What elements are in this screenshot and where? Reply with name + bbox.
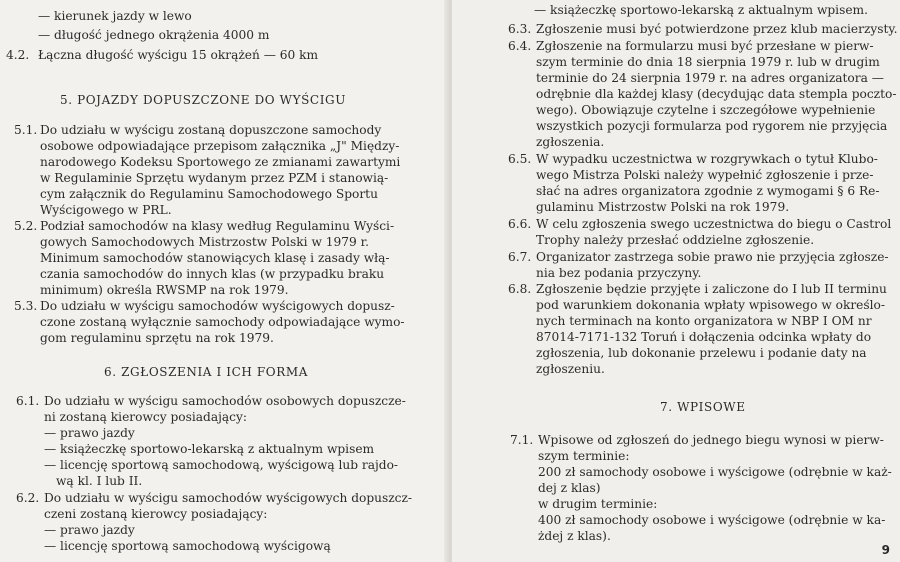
- text-line: Minimum samochodów stanowiących klasę i zasady włą-: [40, 251, 390, 265]
- text-line: czania samochodów do innych klas (w przypadku braku: [40, 267, 385, 281]
- text-line: Trophy należy przesłać oddzielne zgłoszenie.: [536, 233, 815, 247]
- text-line: szym terminie do dnia 18 sierpnia 1979 r. lub w drugim: [536, 55, 880, 69]
- text-line: W celu zgłoszenia swego uczestnictwa do biegu o Castrol: [536, 217, 892, 231]
- text-line: minimum) określa RWSMP na rok 1979.: [40, 283, 289, 297]
- text-line: nia bez podania przyczyny.: [536, 266, 702, 280]
- item-number: 5.3.: [14, 299, 38, 313]
- section-heading: 6. ZGŁOSZENIA I ICH FORMA: [104, 365, 308, 379]
- text-line: terminie do 24 sierpnia 1979 r. na adres organizatora —: [536, 71, 884, 85]
- text-line: — długość jednego okrążenia 4000 m: [38, 28, 270, 42]
- text-line: gom regulaminu sprzętu na rok 1979.: [40, 331, 274, 345]
- text-line: wszystkich pozycji formularza pod rygorem nie przyjęcia: [536, 119, 888, 133]
- text-line: Do udziału w wyścigu zostaną dopuszczone samochody: [40, 123, 382, 137]
- item-number: 5.1.: [14, 123, 38, 137]
- text-line: — licencję sportową samochodową, wyścigową lub rajdo-: [44, 458, 399, 472]
- text-line: w Regulaminie Sprzętu wydanym przez PZM i stanowią-: [40, 171, 389, 185]
- text-line: czeni zostaną kierowcy posiadający:: [44, 507, 268, 521]
- text-line: Do udziału w wyścigu samochodów wyścigowych dopuszcz-: [44, 491, 413, 505]
- text-line: — prawo jazdy: [44, 523, 135, 537]
- text-line: czone zostaną wyłącznie samochody odpowiadające wymo-: [40, 315, 405, 329]
- text-line: dej z klas): [538, 481, 601, 495]
- text-line: Zgłoszenie na formularzu musi być przesłane w pierw-: [536, 39, 874, 53]
- text-line: żdej z klas).: [538, 529, 611, 543]
- text-line: — kierunek jazdy w lewo: [38, 9, 192, 23]
- item-number: 6.5.: [508, 152, 532, 166]
- text-line: — licencję sportową samochodową wyścigową: [44, 539, 331, 553]
- right-page: [452, 0, 900, 562]
- text-line: Łączna długość wyścigu 15 okrążeń — 60 km: [38, 48, 319, 62]
- text-line: Wpisowe od zgłoszeń do jednego biegu wynosi w pierw-: [538, 433, 884, 447]
- text-line: słać na adres organizatora zgodnie z wymogami § 6 Re-: [536, 184, 880, 198]
- text-line: zgłoszeniu.: [536, 362, 605, 376]
- text-line: zgłoszenia, lub dokonanie przelewu i podanie daty na: [536, 346, 867, 360]
- left-page: [0, 0, 448, 562]
- text-line: pod warunkiem dokonania wpłaty wpisowego w określo-: [536, 298, 885, 312]
- text-line: gowych Samochodowych Mistrzostw Polski w 1979 r.: [40, 235, 370, 249]
- text-line: Podział samochodów na klasy według Regulaminu Wyści-: [40, 219, 395, 233]
- text-line: — książeczkę sportowo-lekarską z aktualnym wpisem.: [534, 3, 868, 17]
- section-heading: 7. WPISOWE: [660, 400, 746, 414]
- page-number: 9: [881, 542, 890, 557]
- text-line: narodowego Kodeksu Sportowego ze zmianami zawartymi: [40, 155, 401, 169]
- text-line: Organizator zastrzega sobie prawo nie przyjęcia zgłosze-: [536, 250, 889, 264]
- text-line: szym terminie:: [538, 449, 630, 463]
- text-line: 87014-7171-132 Toruń i dołączenia odcinka wpłaty do: [536, 330, 872, 344]
- item-number: 6.4.: [508, 39, 532, 53]
- text-line: zgłoszenia.: [536, 135, 605, 149]
- text-line: gulaminu Mistrzostw Polski na rok 1979.: [536, 200, 790, 214]
- item-number: 6.6.: [508, 217, 532, 231]
- text-line: osobowe odpowiadające przepisom załącznika „J" Między-: [40, 139, 400, 153]
- item-number: 6.2.: [16, 491, 40, 505]
- text-line: odrębnie dla każdej klasy (decydując data stempla poczto-: [536, 87, 897, 101]
- item-number: 4.2.: [6, 48, 30, 62]
- text-line: Do udziału w wyścigu samochodów osobowych dopuszcze-: [44, 394, 406, 408]
- text-line: wą kl. I lub II.: [56, 474, 143, 488]
- item-number: 6.3.: [508, 22, 532, 36]
- section-heading: 5. POJAZDY DOPUSZCZONE DO WYŚCIGU: [60, 93, 346, 107]
- text-line: Zgłoszenie będzie przyjęte i zaliczone do I lub II terminu: [536, 282, 887, 296]
- text-line: W wypadku uczestnictwa w rozgrywkach o tytuł Klubo-: [536, 152, 878, 166]
- text-line: ni zostaną kierowcy posiadający:: [44, 410, 247, 424]
- text-line: wego). Obowiązuje czytelne i szczegółowe wypełnienie: [536, 103, 876, 117]
- text-line: 400 zł samochody osobowe i wyścigowe (odrębnie w ka-: [538, 513, 886, 527]
- item-number: 6.1.: [16, 394, 40, 408]
- text-line: w drugim terminie:: [538, 497, 658, 511]
- item-number: 7.1.: [510, 433, 534, 447]
- text-line: — prawo jazdy: [44, 426, 135, 440]
- text-line: Wyścigowego w PRL.: [40, 203, 172, 217]
- text-line: cym załącznik do Regulaminu Samochodowego Sportu: [40, 187, 378, 201]
- text-line: Do udziału w wyścigu samochodów wyścigowych dopusz-: [40, 299, 395, 313]
- item-number: 5.2.: [14, 219, 38, 233]
- text-line: Zgłoszenie musi być potwierdzone przez klub macierzysty.: [536, 22, 898, 36]
- text-line: — książeczkę sportowo-lekarską z aktualnym wpisem: [44, 442, 375, 456]
- text-line: 200 zł samochody osobowe i wyścigowe (odrębnie w każ-: [538, 465, 892, 479]
- text-line: nych terminach na konto organizatora w NBP I OM nr: [536, 314, 872, 328]
- item-number: 6.8.: [508, 282, 532, 296]
- text-line: wego Mistrza Polski należy wypełnić zgłoszenie i prze-: [536, 168, 874, 182]
- item-number: 6.7.: [508, 250, 532, 264]
